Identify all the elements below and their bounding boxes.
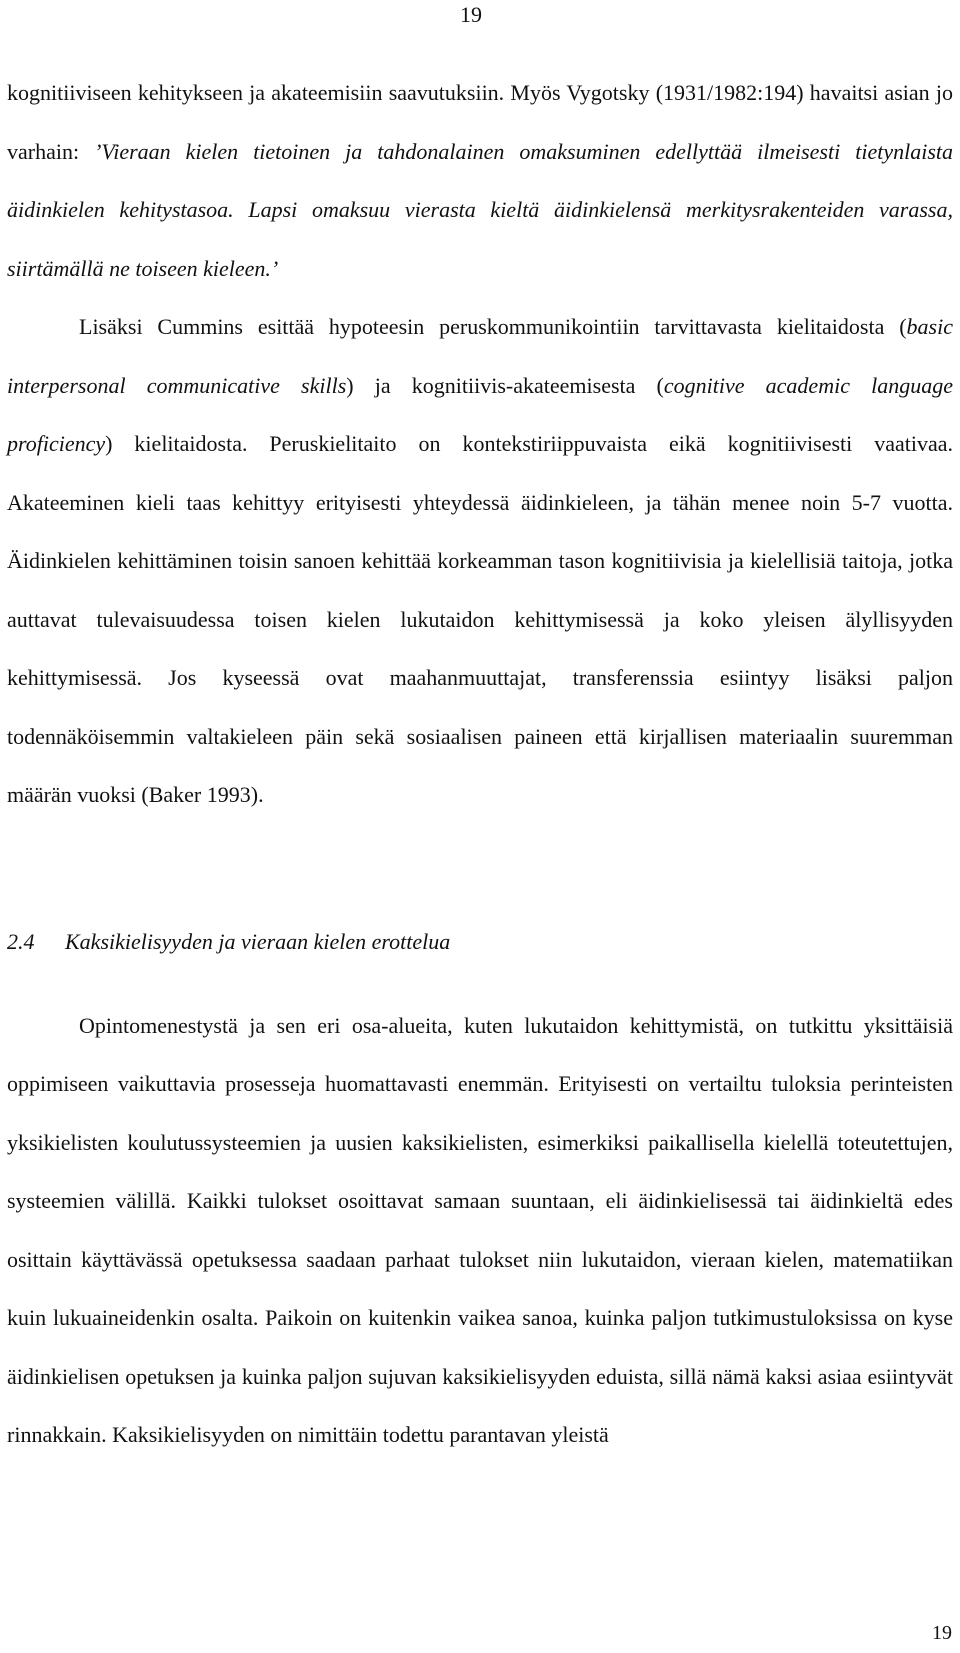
paragraph-vygotsky [7, 64, 953, 298]
paragraph-opintomenestys [7, 997, 953, 1465]
section-heading [7, 927, 953, 957]
paragraph-text: ) ja kognitiivis-akateemisesta ( [346, 372, 664, 398]
section-number: 2.4 [7, 928, 35, 954]
section-title: Kaksikielisyyden ja vieraan kielen erottelua [65, 928, 451, 954]
paragraph-cummins [7, 298, 953, 825]
term-calp: cognitive academic language proficiency [7, 372, 953, 456]
vygotsky-quote: ’Vieraan kielen tietoinen ja tahdonalainen omaksuminen edellyttää ilmeisesti tietynlaista äidinkielen kehitystasoa. Lapsi omaksuu vierasta kieltä äidinkielensä merkitysrakenteiden varassa, siirtämällä ne toiseen kieleen.’ [7, 138, 953, 281]
paragraph-text: Opintomenestystä ja sen eri osa-alueita, kuten lukutaidon kehittymistä, on tutkittu yksittäisiä oppimiseen vaikuttavia prosesseja huomattavasti enemmän. Erityisesti on vertailtu tuloksia perinteisten yksikielisten koulutussysteemien ja uusien kaksikielisten, esimerkiksi paikallisella kielellä toteutettujen, systeemien välillä. Kaikki tulokset osoittavat samaan suuntaan, eli äidinkielisessä tai äidinkieltä edes osittain käyttävässä opetuksessa saadaan parhaat tulokset niin lukutaidon, vieraan kielen, matematiikan kuin lukuaineidenkin osalta. Paikoin on kuitenkin vaikea sanoa, kuinka paljon tutkimustuloksissa on kyse äidinkielisen opetuksen ja kuinka paljon sujuvan kaksikielisyyden eduista, sillä nämä kaksi asiaa esiintyvät rinnakkain. Kaksikielisyyden on nimittäin todettu parantavan yleistä [7, 1012, 953, 1447]
paragraph-text: ) kielitaidosta. Peruskielitaito on kontekstiriippuvaista eikä kognitiivisesti vaativaa. Akateeminen kieli taas kehittyy erityisesti yhteydessä äidinkieleen, ja tähän menee noin 5-7 vuotta. Äidinkielen kehittäminen toisin sanoen kehittää korkeamman tason kognitiivisia ja kielellisiä taitoja, jotka auttavat tulevaisuudessa toisen kielen lukutaidon kehittymisessä ja koko yleisen älyllisyyden kehittymisessä. Jos kyseessä ovat maahanmuuttajat, transferenssia esiintyy lisäksi paljon todennäköisemmin valtakieleen päin sekä sosiaalisen paineen että kirjallisen materiaalin suuremman määrän vuoksi (Baker 1993). [7, 431, 953, 807]
page-number-top: 19 [460, 2, 482, 27]
term-bics: basic interpersonal communicative skills [7, 314, 953, 398]
paragraph-text: kognitiiviseen kehitykseen ja akateemisiin saavutuksiin. Myös Vygotsky (1931/1982:194) havaitsi asian jo varhain: [7, 80, 953, 164]
document-body [7, 64, 953, 1465]
page-number-bottom: 19 [932, 1622, 952, 1644]
paragraph-text: Lisäksi Cummins esittää hypoteesin peruskommunikointiin tarvittavasta kielitaidosta ( [79, 314, 907, 339]
